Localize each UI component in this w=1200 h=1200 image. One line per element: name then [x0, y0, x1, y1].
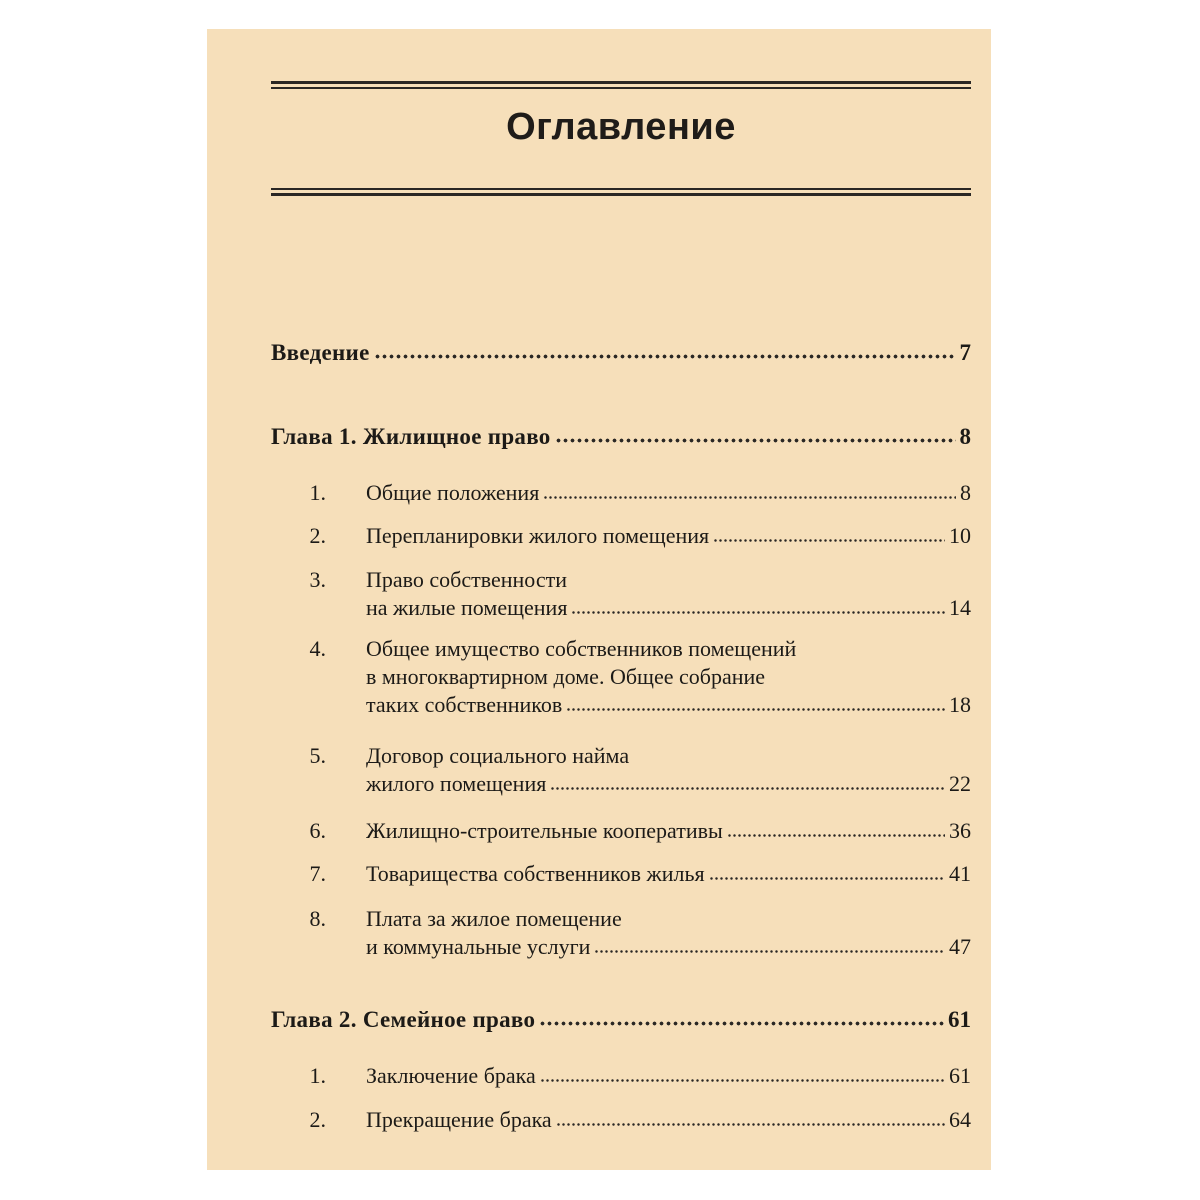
toc-section-number: 2. — [309, 1107, 326, 1132]
toc-section-title: и коммунальные услуги — [366, 934, 591, 959]
dot-leader — [374, 341, 956, 360]
toc-intro-page: 7 — [959, 340, 971, 365]
toc-chapter-page: 8 — [959, 424, 971, 449]
toc-section-number: 6. — [309, 818, 326, 843]
toc-section-number: 2. — [309, 523, 326, 548]
toc-section-number: 7. — [309, 861, 326, 886]
dot-leader — [727, 820, 945, 838]
toc-section-number: 4. — [309, 636, 326, 661]
toc-section-number: 1. — [309, 1063, 326, 1088]
book-page — [207, 29, 991, 1170]
toc-section-title: Общие положения — [366, 480, 540, 505]
dot-leader — [571, 597, 945, 615]
toc-section-title: таких собственников — [366, 692, 563, 717]
dot-leader — [594, 936, 945, 954]
toc-section-title: Заключение брака — [366, 1063, 536, 1088]
toc-section-title: Жилищно-строительные кооперативы — [366, 818, 723, 843]
bottom-rule-inner — [271, 188, 971, 190]
dot-leader — [555, 425, 956, 444]
toc-section-page: 61 — [949, 1063, 971, 1088]
toc-section-page: 22 — [949, 771, 971, 796]
toc-section-number: 1. — [309, 480, 326, 505]
toc-section-page: 41 — [949, 861, 971, 886]
toc-section-title: на жилые помещения — [366, 595, 568, 620]
dot-leader — [543, 482, 956, 500]
dot-leader — [709, 863, 945, 881]
toc-section-title: Прекращение брака — [366, 1107, 552, 1132]
toc-section-title: Перепланировки жилого помещения — [366, 523, 710, 548]
toc-section-page: 36 — [949, 818, 971, 843]
toc-section-title: Товарищества собственников жилья — [366, 861, 705, 886]
toc-section-page: 10 — [949, 523, 971, 548]
toc-section-title: Договор социального найма — [366, 743, 630, 768]
toc-intro-title: Введение — [271, 340, 370, 365]
toc-section-title: жилого помещения — [366, 771, 547, 796]
toc-section-page: 64 — [949, 1107, 971, 1132]
dot-leader — [556, 1109, 945, 1127]
toc-chapter-2[interactable] — [271, 1006, 971, 1034]
toc-intro[interactable] — [271, 339, 971, 367]
toc-chapter-1[interactable] — [271, 423, 971, 451]
toc-section-title: Общее имущество собственников помещений — [366, 636, 797, 661]
toc-section-title: Плата за жилое помещение — [366, 906, 622, 931]
toc-chapter-title: Глава 2. Семейное право — [271, 1007, 536, 1032]
toc-section-page: 47 — [949, 934, 971, 959]
toc-section-number: 3. — [309, 567, 326, 592]
top-rule-inner — [271, 87, 971, 89]
page-title: Оглавление — [506, 106, 736, 148]
toc-section-page: 18 — [949, 692, 971, 717]
dot-leader — [539, 1008, 944, 1027]
toc-section-page: 14 — [949, 595, 971, 620]
toc-section-number: 5. — [309, 743, 326, 768]
toc-chapter-title: Глава 1. Жилищное право — [271, 424, 551, 449]
dot-leader — [540, 1065, 945, 1083]
toc-section-title: в многоквартирном доме. Общее собрание — [366, 664, 766, 689]
toc-section-title: Право собственности — [366, 567, 567, 592]
toc-chapter-page: 61 — [948, 1007, 971, 1032]
dot-leader — [713, 525, 945, 543]
dot-leader — [550, 773, 945, 791]
toc-section-number: 8. — [309, 906, 326, 931]
toc-section-page: 8 — [960, 480, 971, 505]
top-rule — [271, 81, 971, 84]
bottom-rule — [271, 193, 971, 196]
dot-leader — [566, 694, 945, 712]
